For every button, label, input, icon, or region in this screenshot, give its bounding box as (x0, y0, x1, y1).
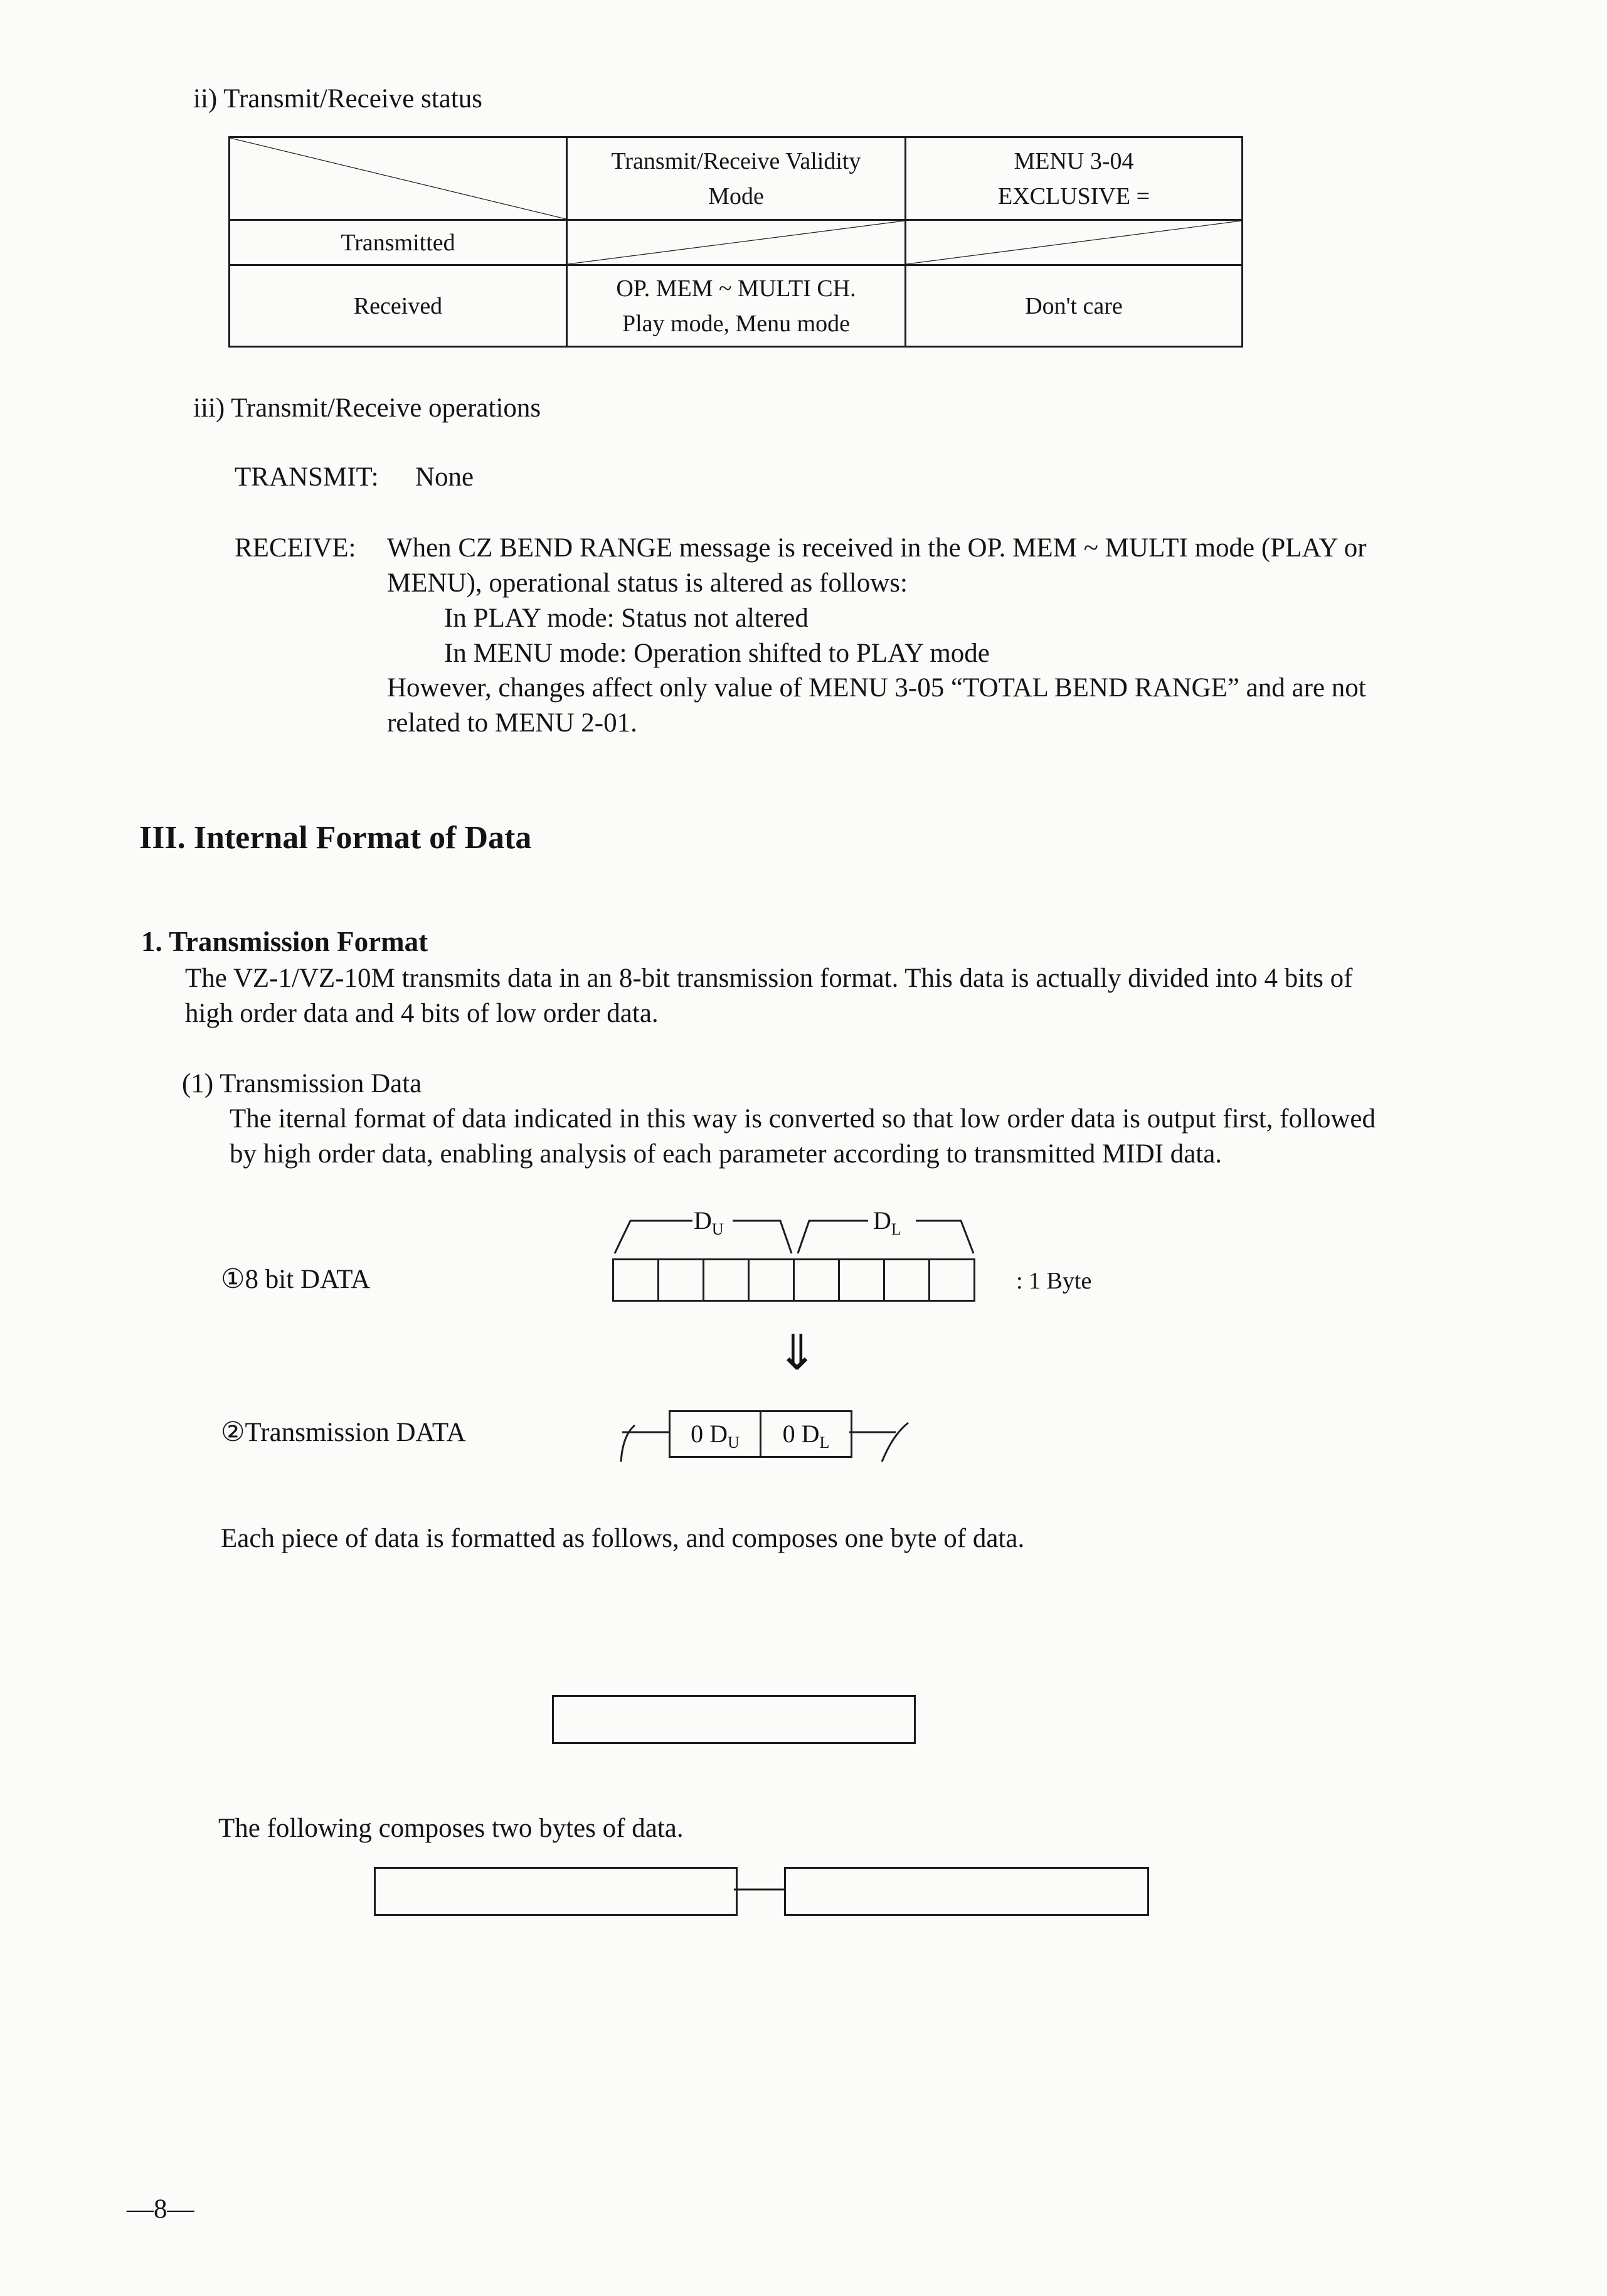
squiggle-right (882, 1423, 908, 1462)
main-heading: III. Internal Format of Data (139, 820, 532, 856)
row-label-received: Received (230, 265, 567, 347)
receive-line-4: In MENU mode: Operation shifted to PLAY mode (444, 639, 990, 668)
receive-line-1: When CZ BEND RANGE message is received in the OP. MEM ~ MULTI mode (PLAY or (387, 533, 1367, 563)
transmit-value: None (415, 462, 474, 492)
du-bracket-left (615, 1221, 692, 1253)
receive-line-3: In PLAY mode: Status not altered (444, 603, 809, 633)
row-label-transmitted: Transmitted (230, 220, 567, 265)
label-transmission-data: ②Transmission DATA (221, 1418, 466, 1447)
received-validity-line1: OP. MEM ~ MULTI CH. (616, 275, 856, 302)
transmission-data-para-1: The iternal format of data indicated in this way is converted so that low order data is output first, followed (230, 1104, 1376, 1134)
receive-label: RECEIVE: (235, 533, 356, 563)
dl-label: $D_L$ (873, 1206, 901, 1238)
du-label: $D_U$ (694, 1206, 724, 1238)
bit-cell (659, 1260, 704, 1300)
one-byte-box (552, 1695, 916, 1744)
format-one-byte-text: Each piece of data is formatted as follows, and composes one byte of data. (221, 1524, 1025, 1553)
header-validity-line2: Mode (708, 183, 764, 210)
format-two-bytes-text: The following composes two bytes of data. (218, 1814, 684, 1843)
header-menu-line1: MENU 3-04 (1014, 147, 1134, 174)
byte-box-high (374, 1867, 738, 1916)
transmission-data-para-2: by high order data, enabling analysis of each parameter according to transmitted MIDI data. (230, 1139, 1222, 1169)
byte-box-low (784, 1867, 1149, 1916)
header-validity-line1: Transmit/Receive Validity (611, 147, 861, 174)
byte-label: : 1 Byte (1016, 1268, 1092, 1294)
bit-cell (614, 1260, 659, 1300)
transmit-label: TRANSMIT: (235, 462, 379, 492)
receive-line-2: MENU), operational status is altered as follows: (387, 568, 908, 598)
received-validity-line2: Play mode, Menu mode (622, 310, 851, 337)
receive-line-6: related to MENU 2-01. (387, 708, 637, 738)
transmission-data-box (669, 1410, 852, 1458)
transmission-data-heading: (1) Transmission Data (182, 1069, 422, 1098)
bit-cell (704, 1260, 750, 1300)
receive-line-5: However, changes affect only value of MENU 3-05 “TOTAL BEND RANGE” and are not (387, 673, 1366, 703)
label-8bit-data: ①8 bit DATA (221, 1265, 371, 1294)
bit-cell (930, 1260, 973, 1300)
squiggle-left (621, 1425, 635, 1462)
low-order-cell: 0 $D_L$ (782, 1420, 830, 1452)
bit-cell (885, 1260, 930, 1300)
transmission-format-para-2: high order data and 4 bits of low order data. (185, 999, 659, 1028)
page-number: —8— (127, 2194, 194, 2224)
header-menu-line2: EXCLUSIVE = (997, 183, 1150, 210)
transmission-format-heading: 1. Transmission Format (141, 926, 428, 957)
bit-cell (795, 1260, 840, 1300)
eight-bit-boxes (612, 1258, 975, 1302)
section-ii-title: ii) Transmit/Receive status (193, 84, 483, 114)
bit-cell (750, 1260, 795, 1300)
du-bracket-right (733, 1221, 792, 1253)
high-order-cell: 0 $D_U$ (671, 1412, 761, 1456)
down-arrow-icon: ⇓ (777, 1325, 818, 1381)
section-iii-title: iii) Transmit/Receive operations (193, 393, 541, 423)
received-menu-cell: Don't care (906, 265, 1243, 347)
bit-cell (840, 1260, 885, 1300)
dl-bracket-right (916, 1221, 973, 1253)
dl-bracket-left (798, 1221, 868, 1253)
transmission-format-para-1: The VZ-1/VZ-10M transmits data in an 8-bit transmission format. This data is actually divided into 4 bits of (185, 964, 1353, 993)
